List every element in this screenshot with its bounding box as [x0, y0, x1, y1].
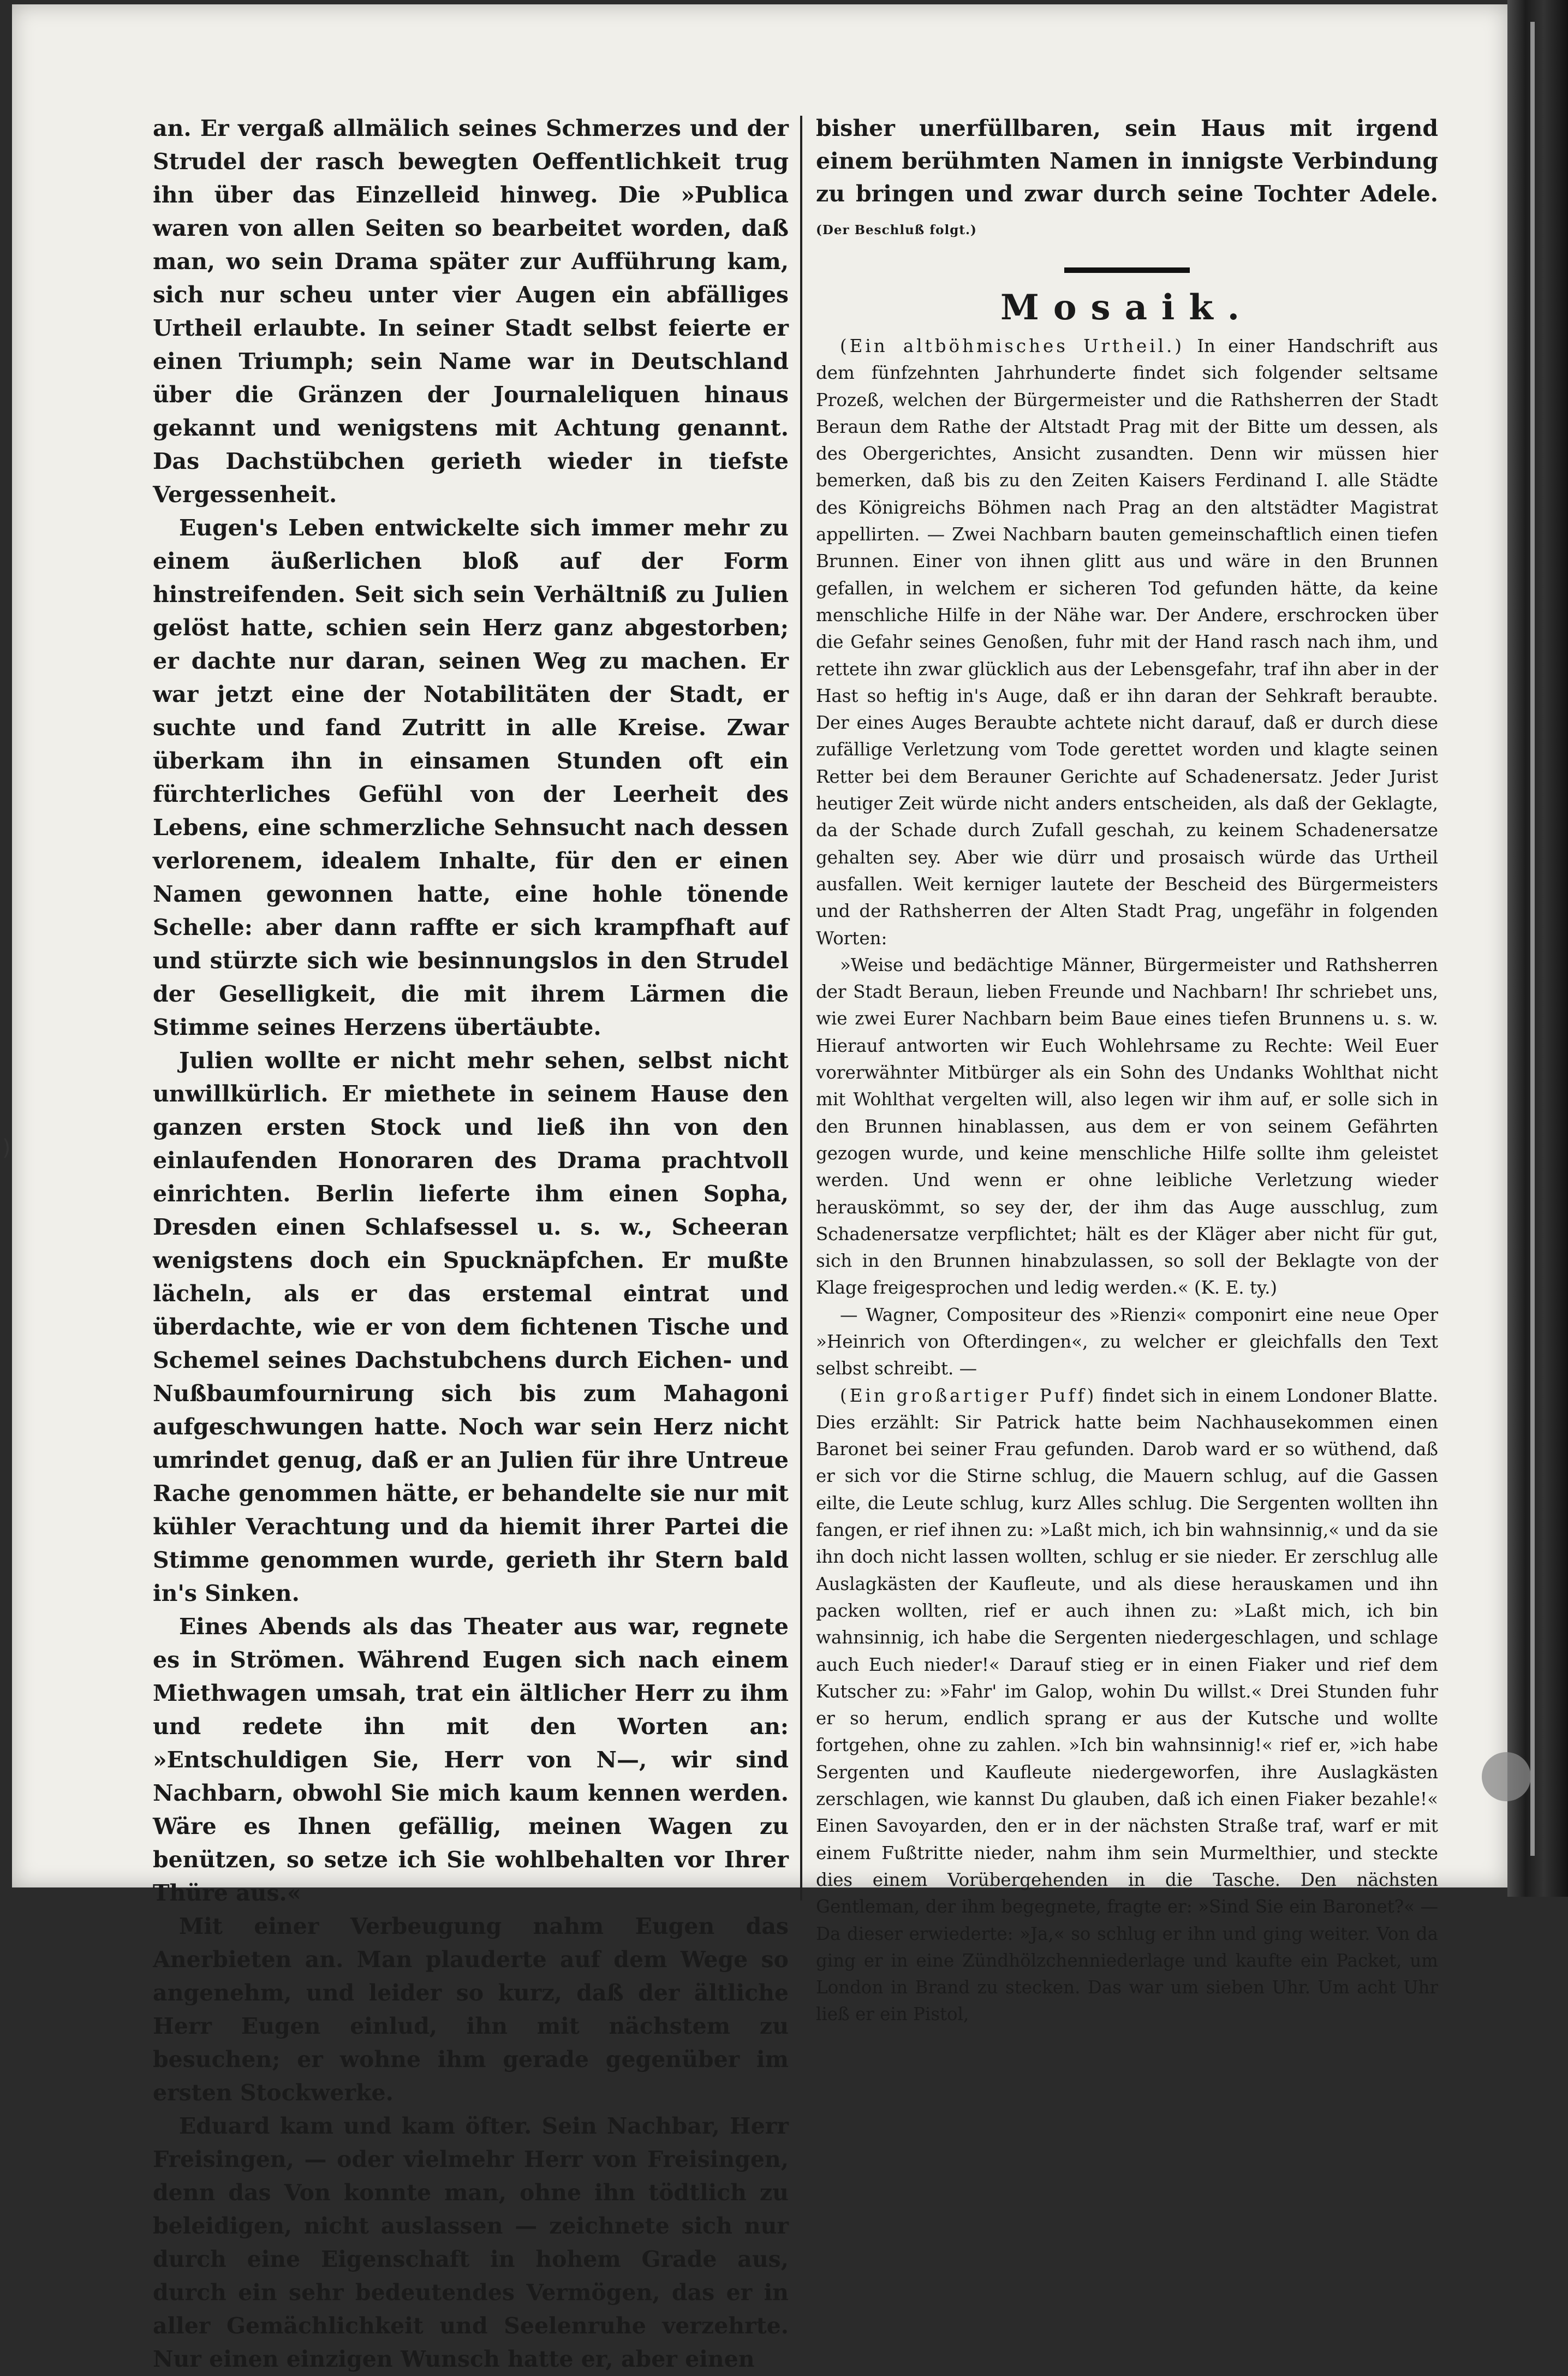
lead-text: bisher unerfüllbaren, sein Haus mit irgend einem berühmten Namen in innigste Verbindung zu bringen und zwar durch seine Tochter Adele.	[816, 115, 1438, 207]
item-1-title: (Ein altböhmisches Urtheil.)	[840, 336, 1185, 356]
item-1-quote-text: »Weise und bedächtige Männer, Bürgermeister und Rathsherren der Stadt Beraun, lieben Freunde und Nachbarn! Ihr schriebet uns, wie zwei Eurer Nachbarn beim Baue eines tiefen Brunnens u. s. w. Hierauf antworten wir Euch Wohlehrsame zu Rechte: Weil Euer vorerwähnter Mitbürger als ein Sohn des Undanks Wohlthat nicht mit Wohlthat vergelten will, also legen wir ihm auf, er solle sich in den Brunnen hinablassen, aus dem er von seinem Gefährten gezogen wurde, und keine menschliche Hilfe sollte ihm geleistet werden. Und wenn er ohne leibliche Verletzung wieder herauskömmt, so sey der, der ihm das Auge ausschlug, zum Schadenersatze verpflichtet; hält es der Kläger aber nicht für gut, sich in den Brunnen hinabzulassen, so soll der Beklagte von der Klage freigesprochen und ledig werden.«	[816, 954, 1438, 1299]
scanner-strip	[1530, 22, 1535, 1856]
paper-stain	[1482, 1752, 1531, 1801]
mosaic-item-3	[816, 1383, 1438, 2028]
mosaic-item-1-quote	[816, 952, 1438, 1302]
item-1-source: (K. E. ty.)	[1194, 1277, 1278, 1299]
item-1-text: In einer Handschrift aus dem fünfzehnten Jahrhunderte findet sich folgender seltsame Prozeß, welchen der Bürgermeister und die Rathsherren der Stadt Beraun dem Rathe der Altstadt Prag mit der Bitte um dessen, als des Obergerichtes, Ansicht zusandten. Denn wir müssen hier bemerken, daß bis zu den Zeiten Kaisers Ferdinand I. alle Städte des Königreichs Böhmen nach Prag an den altstädter Magistrat appellirten. — Zwei Nachbarn bauten gemeinschaftlich einen tiefen Brunnen. Einer von ihnen glitt aus und wäre in den Brunnen gefallen, in welchem er sicheren Tod gefunden hätte, da keine menschliche Hilfe in der Nähe war. Der Andere, erschrocken über die Gefahr seines Genoßen, fuhr mit der Hand rasch nach ihm, und rettete ihn zwar glücklich aus der Lebensgefahr, traf ihn aber in der Hast so heftig in's Auge, daß er ihn daran der Sehkraft beraubte. Der eines Auges Beraubte achtete nicht darauf, daß er durch diese zufällige Verletzung vom Tode gerettet worden und klagte seinen Retter bei dem Berauner Gerichte auf Schadenersatz. Jeder Jurist heutiger Zeit würde nicht anders entscheiden, als daß der Geklagte, da der Schade durch Zufall geschah, zu keinem Schadenersatze gehalten sey. Aber wie dürr und prosaisch würde das Urtheil ausfallen. Weit kerniger lautete der Bescheid des Bürgermeisters und der Rathsherren der Alten Stadt Prag, ungefähr in folgenden Worten:	[816, 336, 1438, 949]
left-paragraph-6: Eduard kam und kam öfter. Sein Nachbar, Herr Freisingen, — oder vielmehr Herr von Freisingen, denn das Von konnte man, ohne ihn tödtlich zu beleidigen, nicht auslassen — zeichnete sich nur durch eine Eigenschaft in hohem Grade aus, durch ein sehr bedeutendes Vermögen, das er in aller Gemächlichkeit und Seelenruhe verzehrte. Nur einen einzigen Wunsch hatte er, aber einen	[153, 2113, 789, 2372]
left-paragraph-4: Eines Abends als das Theater aus war, regnete es in Strömen. Während Eugen sich nach einem Miethwagen umsah, trat ein ältlicher Herr zu ihm und redete ihn mit den Worten an: »Entschuldigen Sie, Herr von N—, wir sind Nachbarn, obwohl Sie mich kaum kennen werden. Wäre es Ihnen gefällig, meinen Wagen zu benützen, so setze ich Sie wohlbehalten vor Ihrer Thüre aus.«	[153, 1613, 789, 1906]
column-divider	[800, 116, 802, 1901]
scanner-edge	[1507, 0, 1568, 1897]
item-3-text: findet sich in einem Londoner Blatte. Dies erzählt: Sir Patrick hatte beim Nachhausekommen einen Baronet bei seiner Frau gefunden. Darob ward er so wüthend, daß er sich vor die Stirne schlug, die Mauern schlug, auf die Gassen eilte, die Leute schlug, kurz Alles schlug. Die Sergenten wollten ihn fangen, er rief ihnen zu: »Laßt mich, ich bin wahnsinnig,« und da sie ihn doch nicht lassen wollten, schlug er sie nieder. Er zerschlug alle Auslagkästen der Kaufleute, und als diese herauskamen und ihn packen wollten, rief er auch ihnen zu: »Laßt mich, ich bin wahnsinnig, ich habe die Sergenten niedergeschlagen, und schlage auch Euch nieder!« Darauf stieg er in einen Fiaker und rief dem Kutscher zu: »Fahr' im Galop, wohin Du willst.« Drei Stunden fuhr er so herum, endlich sprang er aus der Kutsche und wollte fortgehen, ohne zu zahlen. »Ich bin wahnsinnig!« rief er, »ich habe Sergenten und Kaufleute niedergeworfen, ihre Auslagkästen zerschlagen, wie kannst Du glauben, daß ich einen Fiaker bezahle!« Einen Savoyarden, den er in der nächsten Straße traf, warf er mit einem Fußtritte nieder, nahm ihm sein Murmelthier, und steckte dies einem Vorübergehenden in die Tasche. Den nächsten Gentleman, der ihm begegnete, fragte er: »Sind Sie ein Baronet?« — Da dieser erwiederte: »Ja,« so schlug er ihn und ging weiter. Von da ging er in eine Zündhölzchenniederlage und kaufte ein Packet, um London in Brand zu stecken. Das war um sieben Uhr. Um acht Uhr ließ er ein Pistol,	[816, 1385, 1438, 2025]
left-paragraph-5: Mit einer Verbeugung nahm Eugen das Anerbieten an. Man plauderte auf dem Wege so angenehm, und leider so kurz, daß der ältliche Herr Eugen einlud, ihn mit nächstem zu besuchen; er wohne ihm gerade gegenüber im ersten Stockwerke.	[153, 1913, 789, 2106]
mosaic-item-2: — Wagner, Compositeur des »Rienzi« componirt eine neue Oper »Heinrich von Ofterdingen«, zu welcher er gleichfalls den Text selbst schreibt. —	[816, 1304, 1438, 1379]
item-3-title: (Ein großartiger Puff)	[840, 1385, 1097, 1406]
right-column	[816, 112, 1438, 2028]
mosaic-item-1	[816, 333, 1438, 952]
section-rule	[1064, 267, 1190, 273]
right-lead-paragraph	[816, 112, 1438, 247]
left-paragraph-1: an. Er vergaß allmälich seines Schmerzes und der Strudel der rasch bewegten Oeffentlichkeit trug ihn über das Einzelleid hinweg. Die »Publica waren von allen Seiten so bearbeitet worden, daß man, wo sein Drama später zur Aufführung kam, sich nur scheu unter vier Augen ein abfälliges Urtheil erlaubte. In seiner Stadt selbst feierte er einen Triumph; sein Name war in Deutschland über die Gränzen der Journaleliquen hinaus gekannt und wenigstens mit Achtung genannt. Das Dachstübchen gerieth wieder in tiefste Vergessenheit.	[153, 115, 789, 508]
left-paragraph-2: Eugen's Leben entwickelte sich immer mehr zu einem äußerlichen bloß auf der Form hinstreifenden. Seit sich sein Verhältniß zu Julien gelöst hatte, schien sein Herz ganz abgestorben; er dachte nur daran, seinen Weg zu machen. Er war jetzt eine der Notabilitäten der Stadt, er suchte und fand Zutritt in alle Kreise. Zwar überkam ihn in einsamen Stunden oft ein fürchterliches Gefühl von der Leerheit des Lebens, eine schmerzliche Sehnsucht nach dessen verlorenem, idealem Inhalte, für den er einen Namen gewonnen hatte, eine hohle tönende Schelle: aber dann raffte er sich krampfhaft auf und stürzte sich wie besinnungslos in den Strudel der Geselligkeit, die mit ihrem Lärmen die Stimme seines Herzens übertäubte.	[153, 515, 789, 1040]
continuation-note: (Der Beschluß folgt.)	[816, 223, 977, 237]
left-column	[153, 112, 789, 2376]
margin-mark: )	[2, 1135, 11, 1160]
section-heading: Mosaik.	[1000, 287, 1254, 328]
left-paragraph-3: Julien wollte er nicht mehr sehen, selbst nicht unwillkürlich. Er miethete in seinem Hause den ganzen ersten Stock und ließ ihn von den einlaufenden Honoraren des Drama prachtvoll einrichten. Berlin lieferte ihm einen Sopha, Dresden einen Schlafsessel u. s. w., Scheeran wenigstens doch ein Spucknäpfchen. Er mußte lächeln, als er das erstemal eintrat und überdachte, wie er von dem fichtenen Tische und Schemel seines Dachstubchens durch Eichen- und Nußbaumfournirung sich bis zum Mahagoni aufgeschwungen hatte. Noch war sein Herz nicht umrindet genug, daß er an Julien für ihre Untreue Rache genommen hätte, er behandelte sie nur mit kühler Verachtung und da hiemit ihrer Partei die Stimme genommen wurde, gerieth ihr Stern bald in's Sinken.	[153, 1047, 789, 1606]
